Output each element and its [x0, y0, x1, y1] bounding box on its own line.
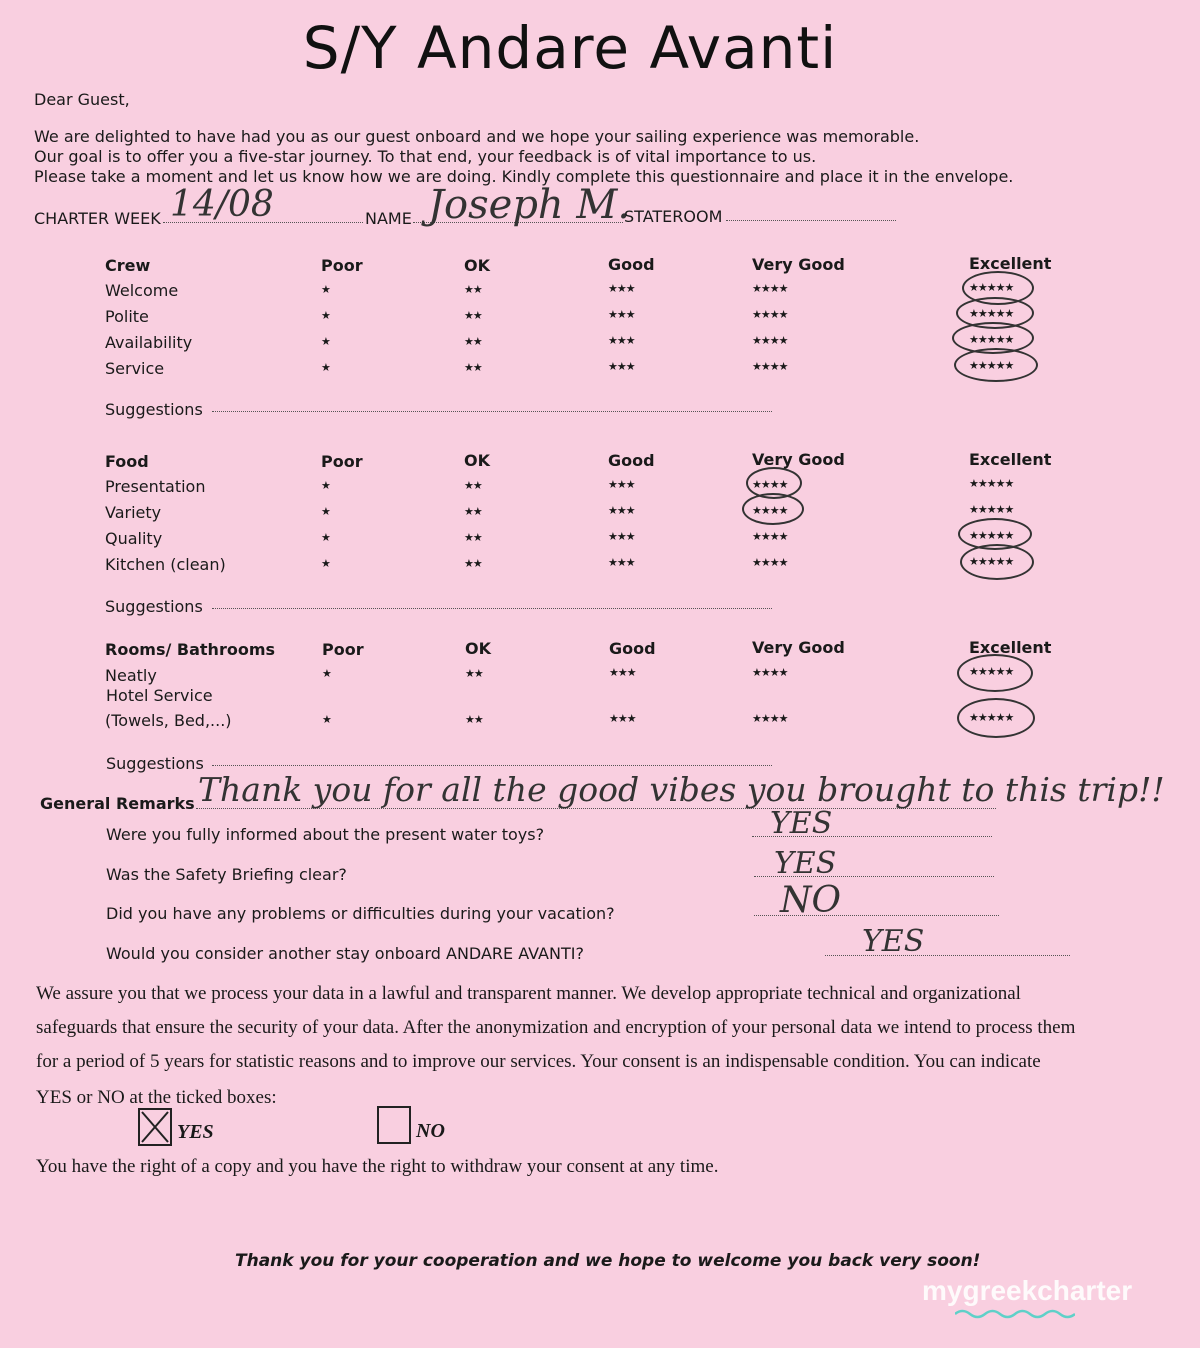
rating-star-option[interactable]: ★★★★	[752, 478, 788, 491]
rating-star-option[interactable]: ★★★★★	[969, 477, 1014, 490]
checked-x-icon	[140, 1110, 170, 1144]
crew-item-availability: Availability	[105, 333, 193, 352]
name-label: NAME	[365, 209, 412, 228]
rating-star-option[interactable]: ★	[321, 361, 330, 374]
rating-star-option[interactable]: ★★	[465, 713, 483, 726]
rating-star-option[interactable]: ★★★	[608, 478, 635, 491]
general-remarks-field[interactable]: Thank you for all the good vibes you brought to this trip!!	[198, 770, 1165, 809]
wave-icon	[955, 1308, 1075, 1320]
col-poor: Poor	[322, 640, 364, 659]
rating-star-option[interactable]: ★★	[464, 505, 482, 518]
rating-star-option[interactable]: ★★★★★	[969, 665, 1014, 678]
rating-star-option[interactable]: ★★★★★	[969, 711, 1014, 724]
crew-item-service: Service	[105, 359, 165, 378]
rating-star-option[interactable]: ★	[321, 557, 330, 570]
selected-rating-circle	[957, 654, 1033, 692]
question-water-toys: Were you fully informed about the present water toys?	[106, 825, 545, 844]
charter-week-label: CHARTER WEEK	[34, 209, 161, 228]
rating-star-option[interactable]: ★★	[464, 361, 482, 374]
rating-star-option[interactable]: ★★★	[608, 308, 635, 321]
selected-rating-circle	[960, 544, 1034, 580]
rating-star-option[interactable]: ★★★	[609, 712, 636, 725]
food-suggestions-field[interactable]	[212, 608, 772, 609]
consent-line-3: for a period of 5 years for statistic reasons and to improve our services. Your consent is an indispensable condition. You can indicate	[36, 1051, 1041, 1072]
rating-star-option[interactable]: ★★★★	[752, 360, 788, 373]
question-safety-briefing: Was the Safety Briefing clear?	[106, 865, 347, 884]
rating-star-option[interactable]: ★	[321, 531, 330, 544]
food-item-kitchen: Kitchen (clean)	[105, 555, 226, 574]
rating-star-option[interactable]: ★★★	[608, 504, 635, 517]
rating-star-option[interactable]: ★	[321, 335, 330, 348]
consent-no-label: NO	[416, 1120, 445, 1142]
rating-star-option[interactable]: ★★	[465, 667, 483, 680]
consent-line-2: safeguards that ensure the security of your data. After the anonymization and encryption of your personal data we intend to process them	[36, 1017, 1076, 1038]
consent-line-1: We assure you that we process your data in a lawful and transparent manner. We develop appropriate technical and organizational	[36, 983, 1021, 1004]
rating-star-option[interactable]: ★	[322, 713, 331, 726]
col-good: Good	[609, 639, 656, 658]
rating-star-option[interactable]: ★★	[464, 479, 482, 492]
col-good: Good	[608, 255, 655, 274]
rating-star-option[interactable]: ★★★★★	[969, 359, 1014, 372]
crew-suggestions-label: Suggestions	[105, 400, 203, 419]
rating-star-option[interactable]: ★★★★	[752, 530, 788, 543]
intro-line-3: Please take a moment and let us know how we are doing. Kindly complete this questionnaire and place it in the envelope.	[34, 167, 1014, 186]
col-very-good: Very Good	[752, 638, 845, 657]
crew-heading: Crew	[105, 256, 151, 275]
rooms-heading: Rooms/ Bathrooms	[105, 640, 276, 659]
col-ok: OK	[465, 639, 491, 658]
rooms-item-towels-bed: (Towels, Bed,...)	[105, 711, 232, 730]
col-excellent: Excellent	[969, 450, 1052, 469]
rating-star-option[interactable]: ★★★★★	[969, 281, 1014, 294]
rating-star-option[interactable]: ★★★★	[752, 334, 788, 347]
question-another-stay: Would you consider another stay onboard ANDARE AVANTI?	[106, 944, 584, 963]
col-poor: Poor	[321, 452, 363, 471]
selected-rating-circle	[954, 348, 1038, 382]
rating-star-option[interactable]: ★★	[464, 283, 482, 296]
rating-star-option[interactable]: ★★★★	[752, 556, 788, 569]
rating-star-option[interactable]: ★	[321, 309, 330, 322]
rooms-suggestions-field[interactable]	[212, 765, 772, 766]
consent-yes-checkbox[interactable]	[138, 1108, 172, 1146]
col-very-good: Very Good	[752, 255, 845, 274]
page-title: S/Y Andare Avanti	[302, 14, 838, 82]
intro-line-1: We are delighted to have had you as our guest onboard and we hope your sailing experience was memorable.	[34, 127, 920, 146]
crew-item-polite: Polite	[105, 307, 149, 326]
rooms-item-hotel-service: Hotel Service	[106, 686, 213, 705]
consent-yes-label: YES	[177, 1121, 214, 1143]
charter-week-field[interactable]: 14/08	[170, 184, 274, 225]
rating-star-option[interactable]: ★★★★★	[969, 529, 1014, 542]
rating-star-option[interactable]: ★★★★	[752, 712, 788, 725]
food-heading: Food	[105, 452, 149, 471]
rating-star-option[interactable]: ★	[321, 505, 330, 518]
brand-logo: mygreekcharter	[922, 1275, 1133, 1306]
rating-star-option[interactable]: ★★	[464, 557, 482, 570]
rating-star-option[interactable]: ★★★★	[752, 282, 788, 295]
answer-another-stay[interactable]: YES	[862, 924, 925, 959]
food-item-presentation: Presentation	[105, 477, 206, 496]
rating-star-option[interactable]: ★★★	[609, 666, 636, 679]
rating-star-option[interactable]: ★★★★★	[969, 555, 1014, 568]
consent-no-checkbox[interactable]	[377, 1106, 411, 1144]
col-excellent: Excellent	[969, 638, 1052, 657]
selected-rating-circle	[957, 698, 1035, 738]
food-suggestions-label: Suggestions	[105, 597, 203, 616]
rating-star-option[interactable]: ★★★★	[752, 504, 788, 517]
intro-line-2: Our goal is to offer you a five-star journey. To that end, your feedback is of vital importance to us.	[34, 147, 817, 166]
selected-rating-circle	[742, 493, 804, 525]
name-field[interactable]: Joseph M.	[428, 182, 631, 228]
consent-line-4: YES or NO at the ticked boxes:	[36, 1087, 277, 1108]
col-very-good: Very Good	[752, 450, 845, 469]
rating-star-option[interactable]: ★★	[464, 531, 482, 544]
rooms-item-neatly: Neatly	[105, 666, 157, 685]
stateroom-field[interactable]	[726, 220, 896, 221]
rating-star-option[interactable]: ★★★	[608, 360, 635, 373]
rooms-suggestions-label: Suggestions	[106, 754, 204, 773]
answer-safety-briefing[interactable]: YES	[774, 846, 837, 881]
rating-star-option[interactable]: ★	[321, 283, 330, 296]
rating-star-option[interactable]: ★★★	[608, 530, 635, 543]
answer-water-toys[interactable]: YES	[770, 806, 833, 841]
consent-withdraw: You have the right of a copy and you have the right to withdraw your consent at any time.	[36, 1156, 719, 1177]
food-item-variety: Variety	[105, 503, 162, 522]
col-excellent: Excellent	[969, 254, 1052, 273]
food-item-quality: Quality	[105, 529, 163, 548]
rating-star-option[interactable]: ★	[321, 479, 330, 492]
col-ok: OK	[464, 451, 490, 470]
rating-star-option[interactable]: ★★★★	[752, 666, 788, 679]
rating-star-option[interactable]: ★★★★★	[969, 307, 1014, 320]
rating-star-option[interactable]: ★★★	[608, 334, 635, 347]
stateroom-label: STATEROOM	[624, 207, 723, 226]
col-poor: Poor	[321, 256, 363, 275]
answer-problems[interactable]: NO	[780, 880, 842, 921]
crew-suggestions-field[interactable]	[212, 411, 772, 412]
col-ok: OK	[464, 256, 490, 275]
rating-star-option[interactable]: ★★	[464, 335, 482, 348]
general-remarks-label: General Remarks	[40, 794, 195, 813]
closing-thanks: Thank you for your cooperation and we hope to welcome you back very soon!	[235, 1251, 981, 1271]
rating-star-option[interactable]: ★★★	[608, 556, 635, 569]
rating-star-option[interactable]: ★★★★★	[969, 503, 1014, 516]
rating-star-option[interactable]: ★★	[464, 309, 482, 322]
rating-star-option[interactable]: ★★★	[608, 282, 635, 295]
rating-star-option[interactable]: ★★★★	[752, 308, 788, 321]
rating-star-option[interactable]: ★	[322, 667, 331, 680]
question-problems: Did you have any problems or difficulties during your vacation?	[106, 904, 615, 923]
crew-item-welcome: Welcome	[105, 281, 179, 300]
rating-star-option[interactable]: ★★★★★	[969, 333, 1014, 346]
col-good: Good	[608, 451, 655, 470]
greeting: Dear Guest,	[34, 90, 130, 109]
